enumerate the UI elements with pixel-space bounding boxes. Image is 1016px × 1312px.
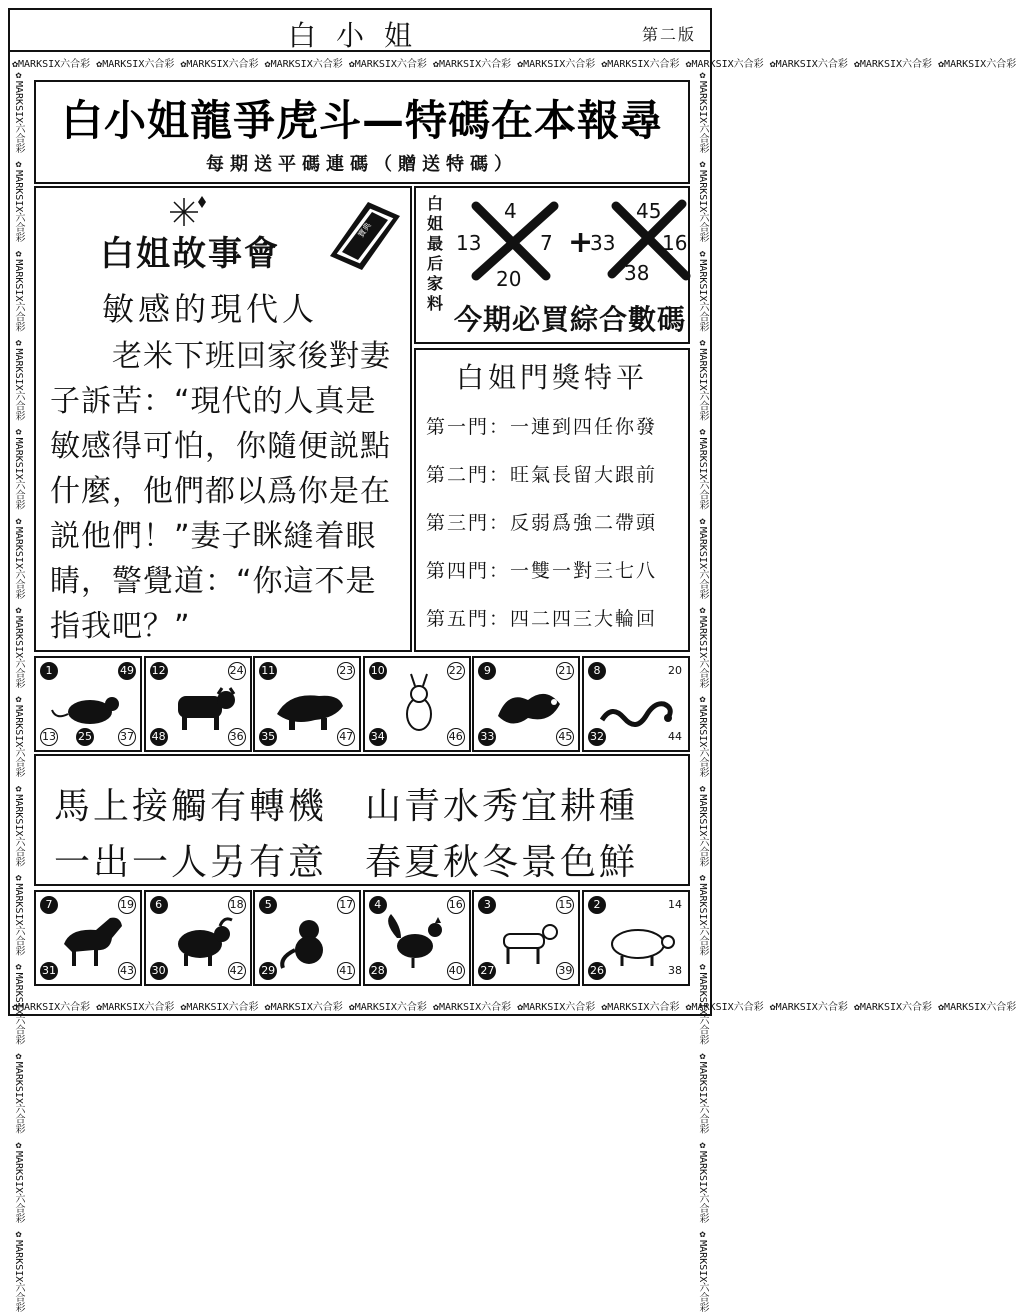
story-header: 白姐故事會 [100, 234, 280, 274]
snake-icon [598, 674, 678, 736]
zodiac-number: 3 [478, 896, 496, 914]
zodiac-number: 29 [259, 962, 277, 980]
zodiac-number: 24 [228, 662, 246, 680]
headline-box [34, 80, 690, 184]
zodiac-number: 36 [228, 728, 246, 746]
ticker-right: ✿MARKSIX六合彩 ✿MARKSIX六合彩 ✿MARKSIX六合彩 ✿MARKSIX六合彩 ✿MARKSIX六合彩 ✿MARKSIX六合彩 ✿MARKSIX六合彩 ✿MARKSIX六合彩 ✿MARKSIX六合彩 ✿MARKSIX六合彩 ✿MARKSIX六合彩 ✿MARKSIX六合彩 ✿MARKSIX六合彩 ✿MARKSIX六合彩 [697, 70, 708, 1312]
zodiac-cell-pig [582, 890, 690, 986]
zodiac-number: 28 [369, 962, 387, 980]
ticker-bottom: ✿MARKSIX六合彩 ✿MARKSIX六合彩 ✿MARKSIX六合彩 ✿MARKSIX六合彩 ✿MARKSIX六合彩 ✿MARKSIX六合彩 ✿MARKSIX六合彩 ✿MARKSIX六合彩 ✿MARKSIX六合彩 ✿MARKSIX六合彩 ✿MARKSIX六合彩 ✿MARKSIX六合彩 [12, 1002, 1016, 1013]
zodiac-cell-ox [144, 656, 252, 752]
zodiac-number: 21 [556, 662, 574, 680]
zodiac-number: 18 [228, 896, 246, 914]
zodiac-number: 7 [40, 896, 58, 914]
zodiac-number: 40 [447, 962, 465, 980]
subheadline: 每期送平碼連碼（贈送特碼） [206, 154, 518, 175]
ticker-left: ✿MARKSIX六合彩 ✿MARKSIX六合彩 ✿MARKSIX六合彩 ✿MARKSIX六合彩 ✿MARKSIX六合彩 ✿MARKSIX六合彩 ✿MARKSIX六合彩 ✿MARKSIX六合彩 ✿MARKSIX六合彩 ✿MARKSIX六合彩 ✿MARKSIX六合彩 ✿MARKSIX六合彩 ✿MARKSIX六合彩 ✿MARKSIX六合彩 [13, 70, 24, 1312]
poem-box [34, 754, 690, 886]
zodiac-number: 41 [337, 962, 355, 980]
zodiac-number: 37 [118, 728, 136, 746]
issue-label: 第二版 [641, 25, 696, 44]
num-13: 13 [456, 231, 482, 255]
story-line: 敏感得可怕，你隨便説點 [50, 429, 391, 464]
poem-phrase: 春夏秋冬景色鮮 [365, 842, 639, 883]
zodiac-row-bottom [34, 890, 690, 986]
story-box [34, 186, 412, 652]
zodiac-number: 22 [447, 662, 465, 680]
num-33: 33 [590, 231, 616, 255]
tiger-icon [269, 674, 349, 736]
book-label: 寶典 [356, 220, 373, 240]
zodiac-number: 35 [259, 728, 277, 746]
poem-phrase: 一出一人另有意 [54, 842, 328, 883]
zodiac-number: 39 [556, 962, 574, 980]
zodiac-number: 16 [447, 896, 465, 914]
goat-icon [160, 908, 240, 970]
zodiac-number: 12 [150, 662, 168, 680]
door-row: 第三門：反弱爲強二帶頭 [426, 512, 658, 534]
door-label: 第四門 [426, 560, 490, 582]
zodiac-number: 14 [668, 898, 682, 911]
rat-icon [50, 674, 130, 736]
rooster-icon [379, 908, 459, 970]
numbers-label: 白姐最后家料 [426, 194, 443, 313]
zodiac-cell-snake [582, 656, 690, 752]
poem-phrase: 馬上接觸有轉機 [54, 786, 328, 827]
door-text: 四二四三大輪回 [510, 608, 658, 630]
num-4: 4 [504, 199, 517, 223]
num-7: 7 [540, 231, 553, 255]
num-20: 20 [496, 267, 522, 291]
zodiac-number: 11 [259, 662, 277, 680]
zodiac-cell-dog [472, 890, 580, 986]
zodiac-number: 31 [40, 962, 58, 980]
door-row: 第二門：旺氣長留大跟前 [426, 464, 658, 486]
zodiac-number: 38 [668, 964, 682, 977]
zodiac-number: 44 [668, 730, 682, 743]
zodiac-number: 10 [369, 662, 387, 680]
zodiac-cell-monkey [253, 890, 361, 986]
story-line: 睛，警覺道：“你這不是 [50, 564, 377, 599]
zodiac-number: 19 [118, 896, 136, 914]
zodiac-number: 30 [150, 962, 168, 980]
zodiac-number: 15 [556, 896, 574, 914]
zodiac-number: 13 [40, 728, 58, 746]
zodiac-row-top [34, 656, 690, 752]
zodiac-number: 49 [118, 662, 136, 680]
ox-icon [160, 674, 240, 736]
book-icon [322, 198, 404, 274]
ticker-top: ✿MARKSIX六合彩 ✿MARKSIX六合彩 ✿MARKSIX六合彩 ✿MARKSIX六合彩 ✿MARKSIX六合彩 ✿MARKSIX六合彩 ✿MARKSIX六合彩 ✿MARKSIX六合彩 ✿MARKSIX六合彩 ✿MARKSIX六合彩 ✿MARKSIX六合彩 ✿MARKSIX六合彩 [12, 59, 1016, 70]
zodiac-number: 47 [337, 728, 355, 746]
door-row: 第一門：一連到四任你發 [426, 416, 658, 438]
poem-phrase: 山青水秀宜耕種 [365, 786, 639, 827]
zodiac-number: 6 [150, 896, 168, 914]
story-line: 老米下班回家後對妻 [112, 339, 391, 374]
zodiac-cell-rabbit [363, 656, 471, 752]
zodiac-number: 48 [150, 728, 168, 746]
monkey-icon [269, 908, 349, 970]
zodiac-number: 34 [369, 728, 387, 746]
zodiac-number: 42 [228, 962, 246, 980]
door-text: 反弱爲強二帶頭 [510, 512, 658, 534]
zodiac-number: 45 [556, 728, 574, 746]
zodiac-number: 4 [369, 896, 387, 914]
horse-icon [50, 908, 130, 970]
story-line: 説他們！”妻子眯縫着眼 [50, 519, 377, 554]
zodiac-number: 5 [259, 896, 277, 914]
masthead [10, 10, 710, 52]
headline: 白小姐龍爭虎斗—特碼在本報尋 [60, 96, 663, 145]
plus-sign: + [568, 225, 594, 260]
door-text: 一雙一對三七八 [510, 560, 658, 582]
rabbit-icon [379, 674, 459, 736]
zodiac-number: 46 [447, 728, 465, 746]
num-38: 38 [624, 261, 650, 285]
zodiac-number: 1 [40, 662, 58, 680]
door-label: 第五門 [426, 608, 490, 630]
zodiac-number: 25 [76, 728, 94, 746]
zodiac-number: 27 [478, 962, 496, 980]
zodiac-number: 17 [337, 896, 355, 914]
pig-icon [598, 908, 678, 970]
dog-icon [488, 908, 568, 970]
zodiac-number: 32 [588, 728, 606, 746]
zodiac-number: 2 [588, 896, 606, 914]
door-row: 第四門：一雙一對三七八 [426, 560, 658, 582]
door-label: 第二門 [426, 464, 490, 486]
zodiac-cell-rat [34, 656, 142, 752]
zodiac-number: 23 [337, 662, 355, 680]
num-45: 45 [636, 199, 662, 223]
num-16: 16 [662, 231, 688, 255]
zodiac-cell-rooster [363, 890, 471, 986]
zodiac-number: 8 [588, 662, 606, 680]
door-text: 旺氣長留大跟前 [510, 464, 658, 486]
story-line: 子訴苦：“現代的人真是 [50, 384, 377, 419]
numbers-caption: 今期必買綜合數碼 [454, 303, 687, 336]
door-label: 第一門 [426, 416, 490, 438]
story-line: 什麼，他們都以爲你是在 [50, 474, 391, 509]
door-row: 第五門：四二四三大輪回 [426, 608, 658, 630]
zodiac-number: 43 [118, 962, 136, 980]
zodiac-cell-horse [34, 890, 142, 986]
doors-title: 白姐門獎特平 [455, 361, 648, 394]
dragon-icon [488, 674, 568, 736]
zodiac-number: 26 [588, 962, 606, 980]
zodiac-cell-goat [144, 890, 252, 986]
story-body [50, 334, 400, 649]
story-line: 指我吧？” [50, 609, 191, 644]
zodiac-number: 20 [668, 664, 682, 677]
masthead-title: 白小姐 [287, 19, 432, 52]
zodiac-number: 33 [478, 728, 496, 746]
cross-numbers [446, 188, 686, 296]
door-text: 一連到四任你發 [510, 416, 658, 438]
zodiac-cell-tiger [253, 656, 361, 752]
zodiac-number: 9 [478, 662, 496, 680]
door-label: 第三門 [426, 512, 490, 534]
poem-line-1 [54, 778, 638, 829]
doors-box [414, 348, 690, 652]
poem-line-2 [54, 834, 638, 885]
numbers-box [414, 186, 690, 344]
zodiac-cell-dragon [472, 656, 580, 752]
story-title: 敏感的現代人 [102, 290, 319, 328]
